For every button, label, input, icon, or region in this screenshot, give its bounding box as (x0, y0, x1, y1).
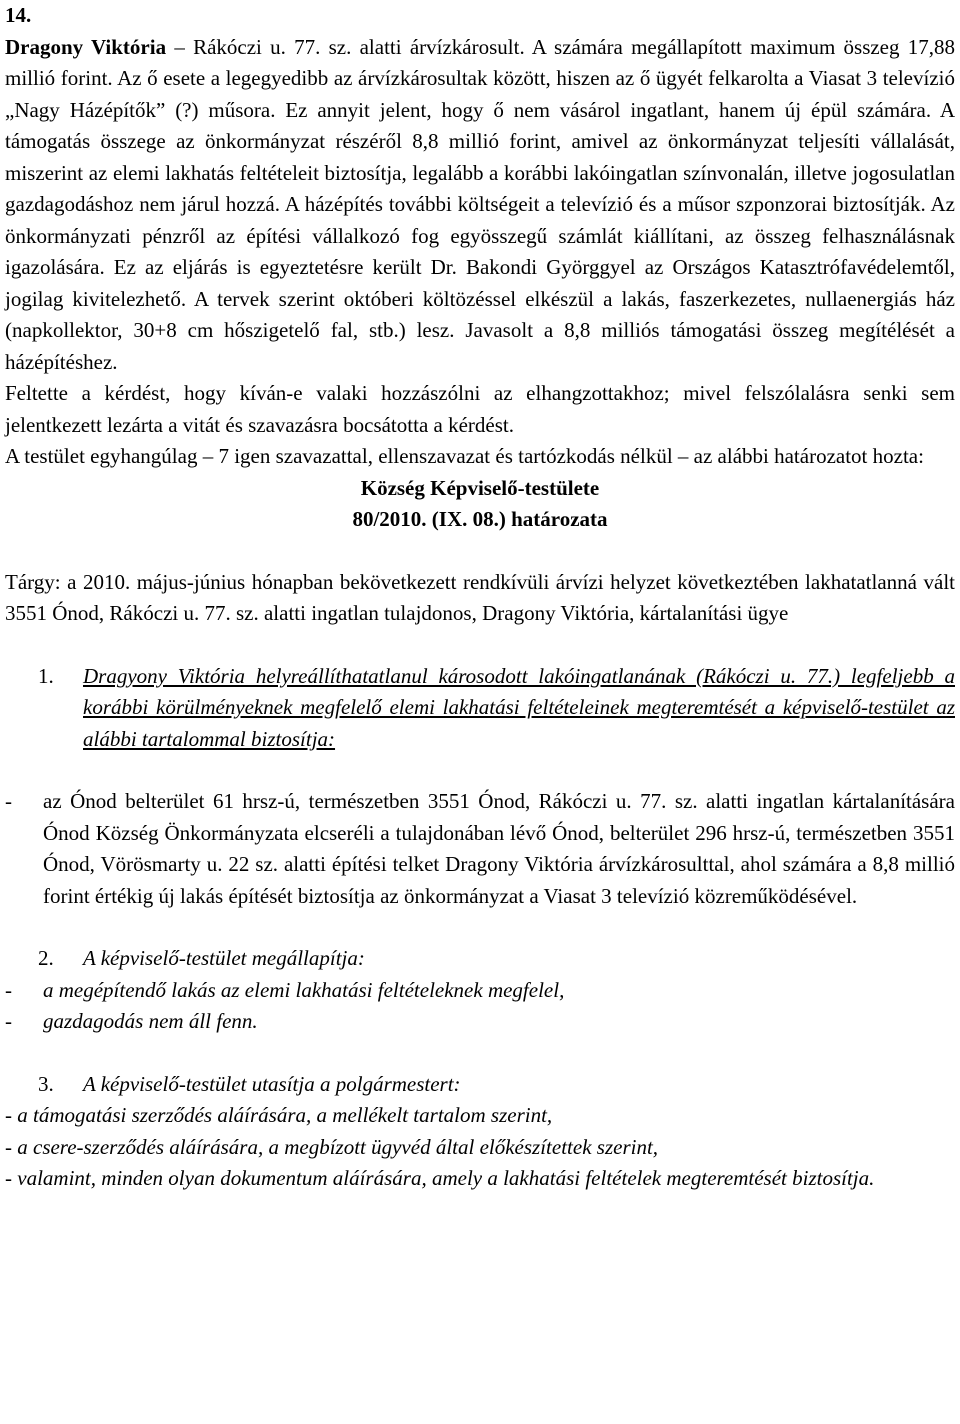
item-number: 3. (38, 1071, 54, 1096)
intro-paragraph (5, 32, 955, 379)
intro-name: Dragony Viktória (5, 34, 167, 59)
vote-paragraph: A testület egyhangúlag – 7 igen szavazattal, ellenszavazat és tartózkodás nélkül – az alábbi határozatot hozta: (5, 444, 924, 468)
dash-text: az Ónod belterület 61 hrsz-ú, természetben 3551 Ónod, Rákóczi u. 77. sz. alatti ingatlan kártalanítására Ónod Község Önkormányzata elcseréli a tulajdonában lévő Ónod, belterület 296 hrsz-ú, természetben 3551 Ónod, Vörösmarty u. 22 sz. alatti építési telket Dragony Viktória árvízkárosulttal, ahol számára a 8,8 millió forint értékig új lakás építését biztosítja az önkormányzat a Viasat 3 televízió közreműködésével. (43, 789, 955, 908)
section-number: 14. (5, 3, 32, 27)
list-item-text: a megépítendő lakás az elemi lakhatási feltételeknek megfelel, (43, 977, 565, 1002)
spacer (5, 630, 955, 661)
dash-marker: - (5, 789, 12, 813)
dash-marker: - (5, 1009, 12, 1033)
intro-text-1: – Rákóczi u. 77. sz. alatti árvízkárosult. A számára megállapított maximum összeg 17,88 millió forint. Az ő esete a legegyedibb az árvízkárosultak között, hiszen az ő ügyét felkarolta a Viasat 3 televízió „Nagy Házépítők” (?) műsora. Ez annyit jelent, hogy ő nem vásárol ingatlant, hanem új épül számára. (5, 34, 956, 122)
spacer (5, 912, 955, 943)
resolution-item-1 (5, 661, 955, 756)
item-text: A képviselő-testület utasítja a polgármestert: (83, 1071, 461, 1096)
resolution-item-3 (5, 1069, 955, 1101)
resolution-dash-item (5, 786, 955, 912)
list-item-text: gazdagodás nem áll fenn. (43, 1009, 258, 1033)
list-item: - valamint, minden olyan dokumentum aláírására, amely a lakhatási feltételek megteremtését biztosítja. (5, 1166, 875, 1190)
intro-text-2: A támogatás összege az önkormányzat részéről 8,8 millió forint, amivel az önkormányzat teljesíti vállalását, miszerint az elemi lakhatás feltételeit biztosítja, legalább a korábbi lakóingatlan színvonalán, illetve jogosulatlan gazdagodáshoz nem járul hozzá. A házépítés további költségeit a televízió és a műsor szponzorai biztosítják. Az önkormányzati pénzről az építési vállalkozó fog egyösszegű számlát kiállítani, az összeg felhasználásnak igazolására. Ez az eljárás is egyeztetésre került Dr. Bakondi Györggyel az Országos Katasztrófavédelemtől, jogilag kivitelezhető. A tervek szerint októberi költözéssel elkészül a lakás, faszerkezetes, nullaenergiás ház (napkollektor, 30+8 cm hőszigetelő fal, stb.) lesz. Javasolt a 8,8 milliós támogatási összeg megítélését a házépítéshez. (5, 97, 955, 374)
discussion-paragraph: Feltette a kérdést, hogy kíván-e valaki hozzászólni az elhangzottakhoz; mivel felszólalásra senki sem jelentkezett lezárta a vitát és szavazásra bocsátotta a kérdést. (5, 381, 955, 437)
resolution-item-2 (5, 943, 955, 975)
subject-paragraph: Tárgy: a 2010. május-június hónapban bekövetkezett rendkívüli árvízi helyzet következtében lakhatatlanná vált 3551 Ónod, Rákóczi u. 77. sz. alatti ingatlan tulajdonos, Dragony Viktória, kártalanítási ügye (5, 569, 955, 625)
spacer (5, 1038, 955, 1069)
item-number: 1. (38, 663, 54, 688)
spacer (5, 536, 955, 567)
resolution-title-line1: Község Képviselő-testülete (360, 475, 600, 500)
list-item: - a csere-szerződés aláírására, a megbízott ügyvéd által előkészítettek szerint, (5, 1134, 659, 1159)
item-text: Dragyony Viktória helyreállíthatatlanul károsodott lakóingatlanának (Rákóczi u. 77.) legfeljebb a korábbi körülményeknek megfelelő elemi lakhatási feltételeinek megteremtését a képviselő-testület az alábbi tartalommal biztosítja: (83, 663, 955, 751)
list-item (5, 975, 955, 1007)
list-item (5, 1006, 955, 1038)
spacer (5, 755, 955, 786)
dash-marker: - (5, 977, 12, 1002)
item-number: 2. (38, 946, 54, 970)
resolution-title-line2: 80/2010. (IX. 08.) határozata (352, 507, 608, 531)
item-text: A képviselő-testület megállapítja: (83, 946, 365, 970)
list-item: - a támogatási szerződés aláírására, a mellékelt tartalom szerint, (5, 1103, 553, 1127)
